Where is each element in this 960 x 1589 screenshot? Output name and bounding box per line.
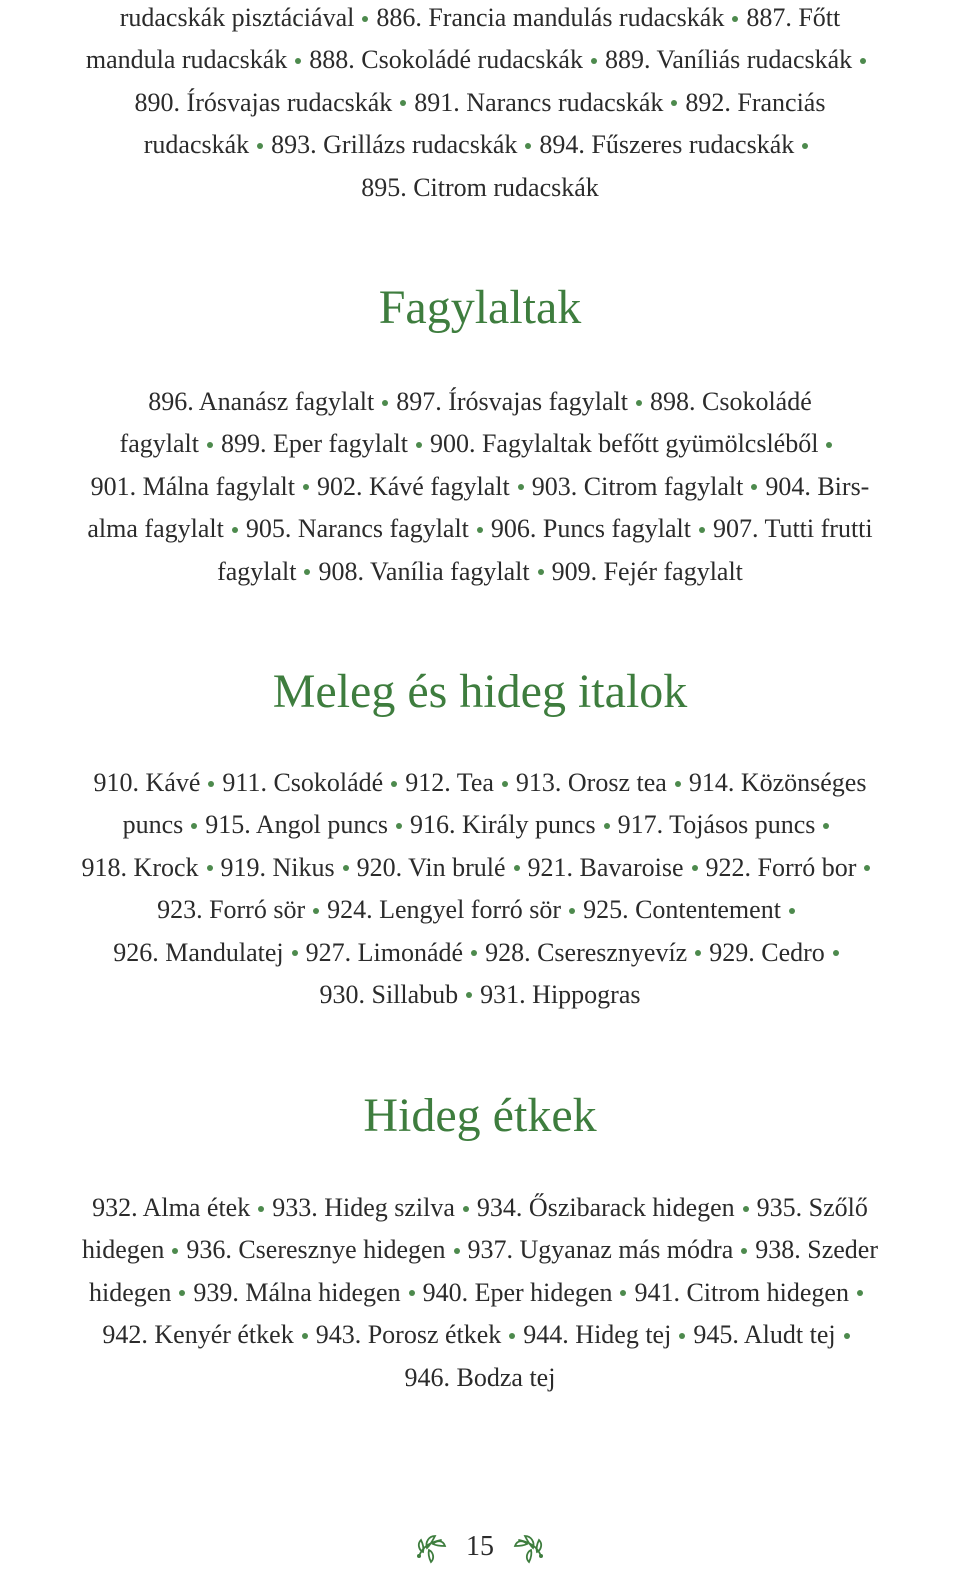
recipe-entry: 888. Csokoládé rudacskák [309,45,583,75]
recipe-entry: 914. Közönséges [688,768,867,797]
recipe-entry: 927. Limonádé [305,937,464,967]
bullet-dot-icon [620,1290,626,1296]
text-line [0,974,960,1016]
recipe-entry: 907. Tutti frutti [712,514,873,544]
bullet-dot-icon [257,143,263,149]
recipe-entry: hidegen [89,1277,172,1307]
bullet-dot-icon [466,992,472,998]
bullet-dot-icon [751,484,757,490]
recipe-entry: 937. Ugyanaz más módra [467,1235,734,1265]
bullet-dot-icon [857,1290,863,1296]
bullet-dot-icon [826,442,832,448]
recipe-entry: 940. Eper hidegen [422,1277,613,1307]
recipe-entry: 935. Szőlő [756,1193,868,1222]
bullet-dot-icon [864,865,870,871]
bullet-dot-icon [671,100,677,106]
bullet-dot-icon [509,1333,515,1339]
bullet-dot-icon [732,16,738,22]
recipe-entry: fagylalt [119,429,199,459]
bullet-dot-icon [207,865,213,871]
bullet-dot-icon [208,781,214,787]
recipe-entry: hidegen [82,1235,165,1265]
recipe-entry: 943. Porosz étkek [315,1320,502,1350]
text-line [0,423,960,465]
bullet-dot-icon [802,143,808,149]
recipe-entry: 899. Eper fagylalt [220,429,408,459]
recipe-entry: 896. Ananász fagylalt [148,387,375,416]
recipe-list-italok [0,762,960,1016]
recipe-entry: 918. Krock [81,852,199,882]
bullet-dot-icon [463,1206,469,1212]
text-line [0,39,960,81]
bullet-dot-icon [471,950,477,956]
recipe-entry: 903. Citrom fagylalt [531,471,744,501]
bullet-dot-icon [343,865,349,871]
recipe-entry: 893. Grillázs rudacskák [271,130,518,160]
bullet-dot-icon [604,823,610,829]
bullet-dot-icon [362,16,368,22]
recipe-entry: 900. Fagylaltak befőtt gyümölcsléből [429,429,819,459]
bullet-dot-icon [179,1290,185,1296]
recipe-entry: 906. Puncs fagylalt [490,514,691,544]
bullet-dot-icon [789,908,795,914]
recipe-entry: 942. Kenyér étkek [102,1320,294,1350]
recipe-entry: 919. Nikus [220,852,335,882]
recipe-entry: 892. Franciás [685,87,826,117]
recipe-entry: 929. Cedro [709,937,825,967]
bullet-dot-icon [258,1206,264,1212]
recipe-entry: 912. Tea [405,768,494,797]
recipe-entry: 938. Szeder [755,1235,878,1265]
recipe-entry: 911. Csokoládé [222,768,384,797]
bullet-dot-icon [675,781,681,787]
bullet-dot-icon [514,865,520,871]
recipe-entry: 897. Írósvajas fagylalt [396,387,628,416]
bullet-dot-icon [518,484,524,490]
recipe-entry: 904. Birs- [765,471,870,501]
recipe-entry: 930. Sillabub [319,979,459,1009]
recipe-entry: 945. Aludt tej [693,1320,836,1350]
bullet-dot-icon [823,823,829,829]
recipe-entry: 931. Hippogras [480,979,641,1009]
bullet-dot-icon [409,1290,415,1296]
recipe-entry: puncs [122,810,184,840]
bullet-dot-icon [313,908,319,914]
recipe-entry: 898. Csokoládé [650,387,812,416]
recipe-entry: 941. Citrom hidegen [634,1277,849,1307]
recipe-entry: 939. Málna hidegen [193,1277,401,1307]
bullet-dot-icon [695,950,701,956]
recipe-entry: 926. Mandulatej [113,937,284,967]
text-line [0,82,960,124]
recipe-entry: 913. Orosz tea [515,768,667,797]
bullet-dot-icon [292,950,298,956]
recipe-entry: rudacskák [143,130,250,160]
text-line [0,889,960,931]
bullet-dot-icon [207,442,213,448]
bullet-dot-icon [502,781,508,787]
bullet-dot-icon [382,400,388,406]
text-line [0,167,960,209]
text-line [0,1357,960,1399]
text-line [0,1272,960,1314]
recipe-entry: 902. Kávé fagylalt [316,471,510,501]
bullet-dot-icon [454,1248,460,1254]
bullet-dot-icon [295,58,301,64]
text-line [0,932,960,974]
bullet-dot-icon [860,58,866,64]
bullet-dot-icon [844,1333,850,1339]
recipe-entry: 910. Kávé [93,768,201,797]
bullet-dot-icon [538,569,544,575]
recipe-entry: alma fagylalt [87,514,224,544]
text-line [0,1314,960,1356]
recipe-entry: 915. Angol puncs [205,810,389,840]
recipe-entry: 925. Contentement [583,895,781,925]
bullet-dot-icon [569,908,575,914]
text-line [0,381,960,423]
recipe-entry: 924. Lengyel forró sör [327,895,562,925]
section-heading-hideg-etkek: Hideg étkek [363,1089,597,1142]
recipe-entry: 908. Vanília fagylalt [318,556,530,586]
bullet-dot-icon [591,58,597,64]
recipe-list-hideg-etkek [0,1187,960,1399]
page-number: 15 [466,1531,494,1562]
bullet-dot-icon [396,823,402,829]
section-heading-fagylaltak: Fagylaltak [378,281,582,334]
bullet-dot-icon [743,1206,749,1212]
recipe-entry: 946. Bodza tej [404,1362,556,1392]
bullet-dot-icon [391,781,397,787]
recipe-entry: 889. Vaníliás rudacskák [604,45,853,75]
recipe-entry: 890. Írósvajas rudacskák [134,87,393,117]
recipe-entry: fagylalt [217,556,297,586]
floral-ornament-icon [508,1527,548,1567]
recipe-entry: 932. Alma étek [92,1193,251,1222]
bullet-dot-icon [400,100,406,106]
bullet-dot-icon [636,400,642,406]
recipe-entry: 922. Forró bor [705,852,857,882]
bullet-dot-icon [477,527,483,533]
recipe-entry: 886. Francia mandulás rudacskák [376,3,725,32]
text-line [0,508,960,550]
bullet-dot-icon [191,823,197,829]
recipe-entry: 928. Cseresznyevíz [485,937,688,967]
text-line [0,762,960,804]
recipe-entry: mandula rudacskák [85,45,288,75]
recipe-entry: 894. Fűszeres rudacskák [539,130,795,160]
bullet-dot-icon [699,527,705,533]
bullet-dot-icon [692,865,698,871]
recipe-entry: 895. Citrom rudacskák [361,172,599,202]
recipe-entry: rudacskák pisztáciával [119,3,355,32]
bullet-dot-icon [302,1333,308,1339]
bullet-dot-icon [833,950,839,956]
recipe-entry: 916. Király puncs [410,810,596,840]
recipe-entry: 917. Tojásos puncs [617,810,816,840]
text-line [0,847,960,889]
bullet-dot-icon [741,1248,747,1254]
recipe-entry: 933. Hideg szilva [272,1193,455,1222]
bullet-dot-icon [232,527,238,533]
text-line [0,551,960,593]
recipe-list-continued [0,0,960,209]
recipe-entry: 921. Bavaroise [527,852,684,882]
text-line [0,804,960,846]
floral-ornament-icon [412,1527,452,1567]
bullet-dot-icon [172,1248,178,1254]
recipe-entry: 944. Hideg tej [523,1320,672,1350]
section-heading-italok: Meleg és hideg italok [272,665,688,718]
text-line [0,466,960,508]
recipe-entry: 936. Cseresznye hidegen [186,1235,446,1265]
text-line [0,1187,960,1229]
bullet-dot-icon [303,484,309,490]
bullet-dot-icon [679,1333,685,1339]
bullet-dot-icon [525,143,531,149]
bullet-dot-icon [304,569,310,575]
recipe-entry: 887. Főtt [746,3,841,32]
recipe-entry: 905. Narancs fagylalt [245,514,469,544]
recipe-entry: 920. Vin brulé [356,852,506,882]
recipe-entry: 909. Fejér fagylalt [551,556,743,586]
page-footer [0,1522,960,1572]
recipe-entry: 891. Narancs rudacskák [414,87,664,117]
recipe-list-fagylaltak [0,381,960,593]
recipe-entry: 901. Málna fagylalt [90,471,295,501]
recipe-entry: 923. Forró sör [157,895,306,925]
text-line [0,124,960,166]
bullet-dot-icon [416,442,422,448]
text-line [0,1229,960,1271]
text-line [0,0,960,39]
recipe-entry: 934. Őszibarack hidegen [476,1193,735,1222]
